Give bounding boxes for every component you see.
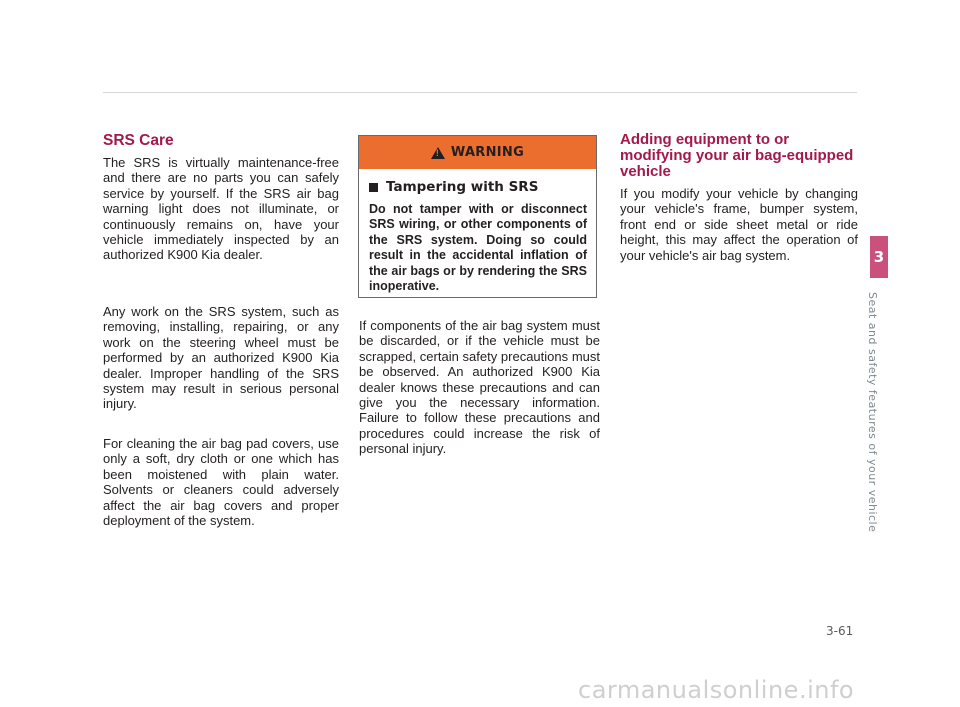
chapter-title: Seat and safety features of your vehicle <box>866 292 879 533</box>
top-rule <box>103 92 857 93</box>
adding-equipment-heading: Adding equipment to or modifying your air bag-equipped vehicle <box>620 131 854 180</box>
page-number: 3-61 <box>826 624 854 638</box>
srs-care-paragraph-3: For cleaning the air bag pad covers, use only a soft, dry cloth or one which has been moistened with plain water. Solvents or cleaners could adversely affect the air bag covers and proper deployment of the system. <box>103 436 339 529</box>
middle-paragraph: If components of the air bag system must be discarded, or if the vehicle must be scrapped, certain safety precautions must be observed. An authorized K900 Kia dealer knows these precautions and can give you the necessary information. Failure to follow these precautions and procedures could increase the risk of personal injury. <box>359 318 600 457</box>
warning-label: WARNING <box>450 145 525 160</box>
chapter-number: 3 <box>873 248 885 266</box>
warning-box <box>358 135 597 298</box>
adding-equipment-paragraph: If you modify your vehicle by changing your vehicle's frame, bumper system, front end or side sheet metal or ride height, this may affect the operation of your vehicle's air bag system. <box>620 186 858 263</box>
chapter-tab <box>870 236 888 278</box>
srs-care-paragraph-1: The SRS is virtually maintenance-free and there are no parts you can safely service by yourself. If the SRS air bag warning light does not illuminate, or continuously remains on, have your vehicle immediately inspected by an authorized K900 Kia dealer. <box>103 155 339 263</box>
warning-title-text: Tampering with SRS <box>386 179 539 195</box>
warning-text: Do not tamper with or disconnect SRS wiring, or other components of the SRS system. Doing so could result in the accidental inflation of the air bags or by rendering the SRS inoperative. <box>369 202 587 294</box>
watermark: carmanualsonline.info <box>578 676 855 704</box>
srs-care-heading: SRS Care <box>103 132 174 149</box>
srs-care-paragraph-2: Any work on the SRS system, such as removing, installing, repairing, or any work on the steering wheel must be performed by an authorized K900 Kia dealer. Improper handling of the SRS system may result in serious personal injury. <box>103 304 339 412</box>
warning-triangle-icon <box>431 147 445 159</box>
square-bullet-icon <box>369 183 378 192</box>
warning-header <box>359 136 596 169</box>
warning-title <box>369 179 596 195</box>
